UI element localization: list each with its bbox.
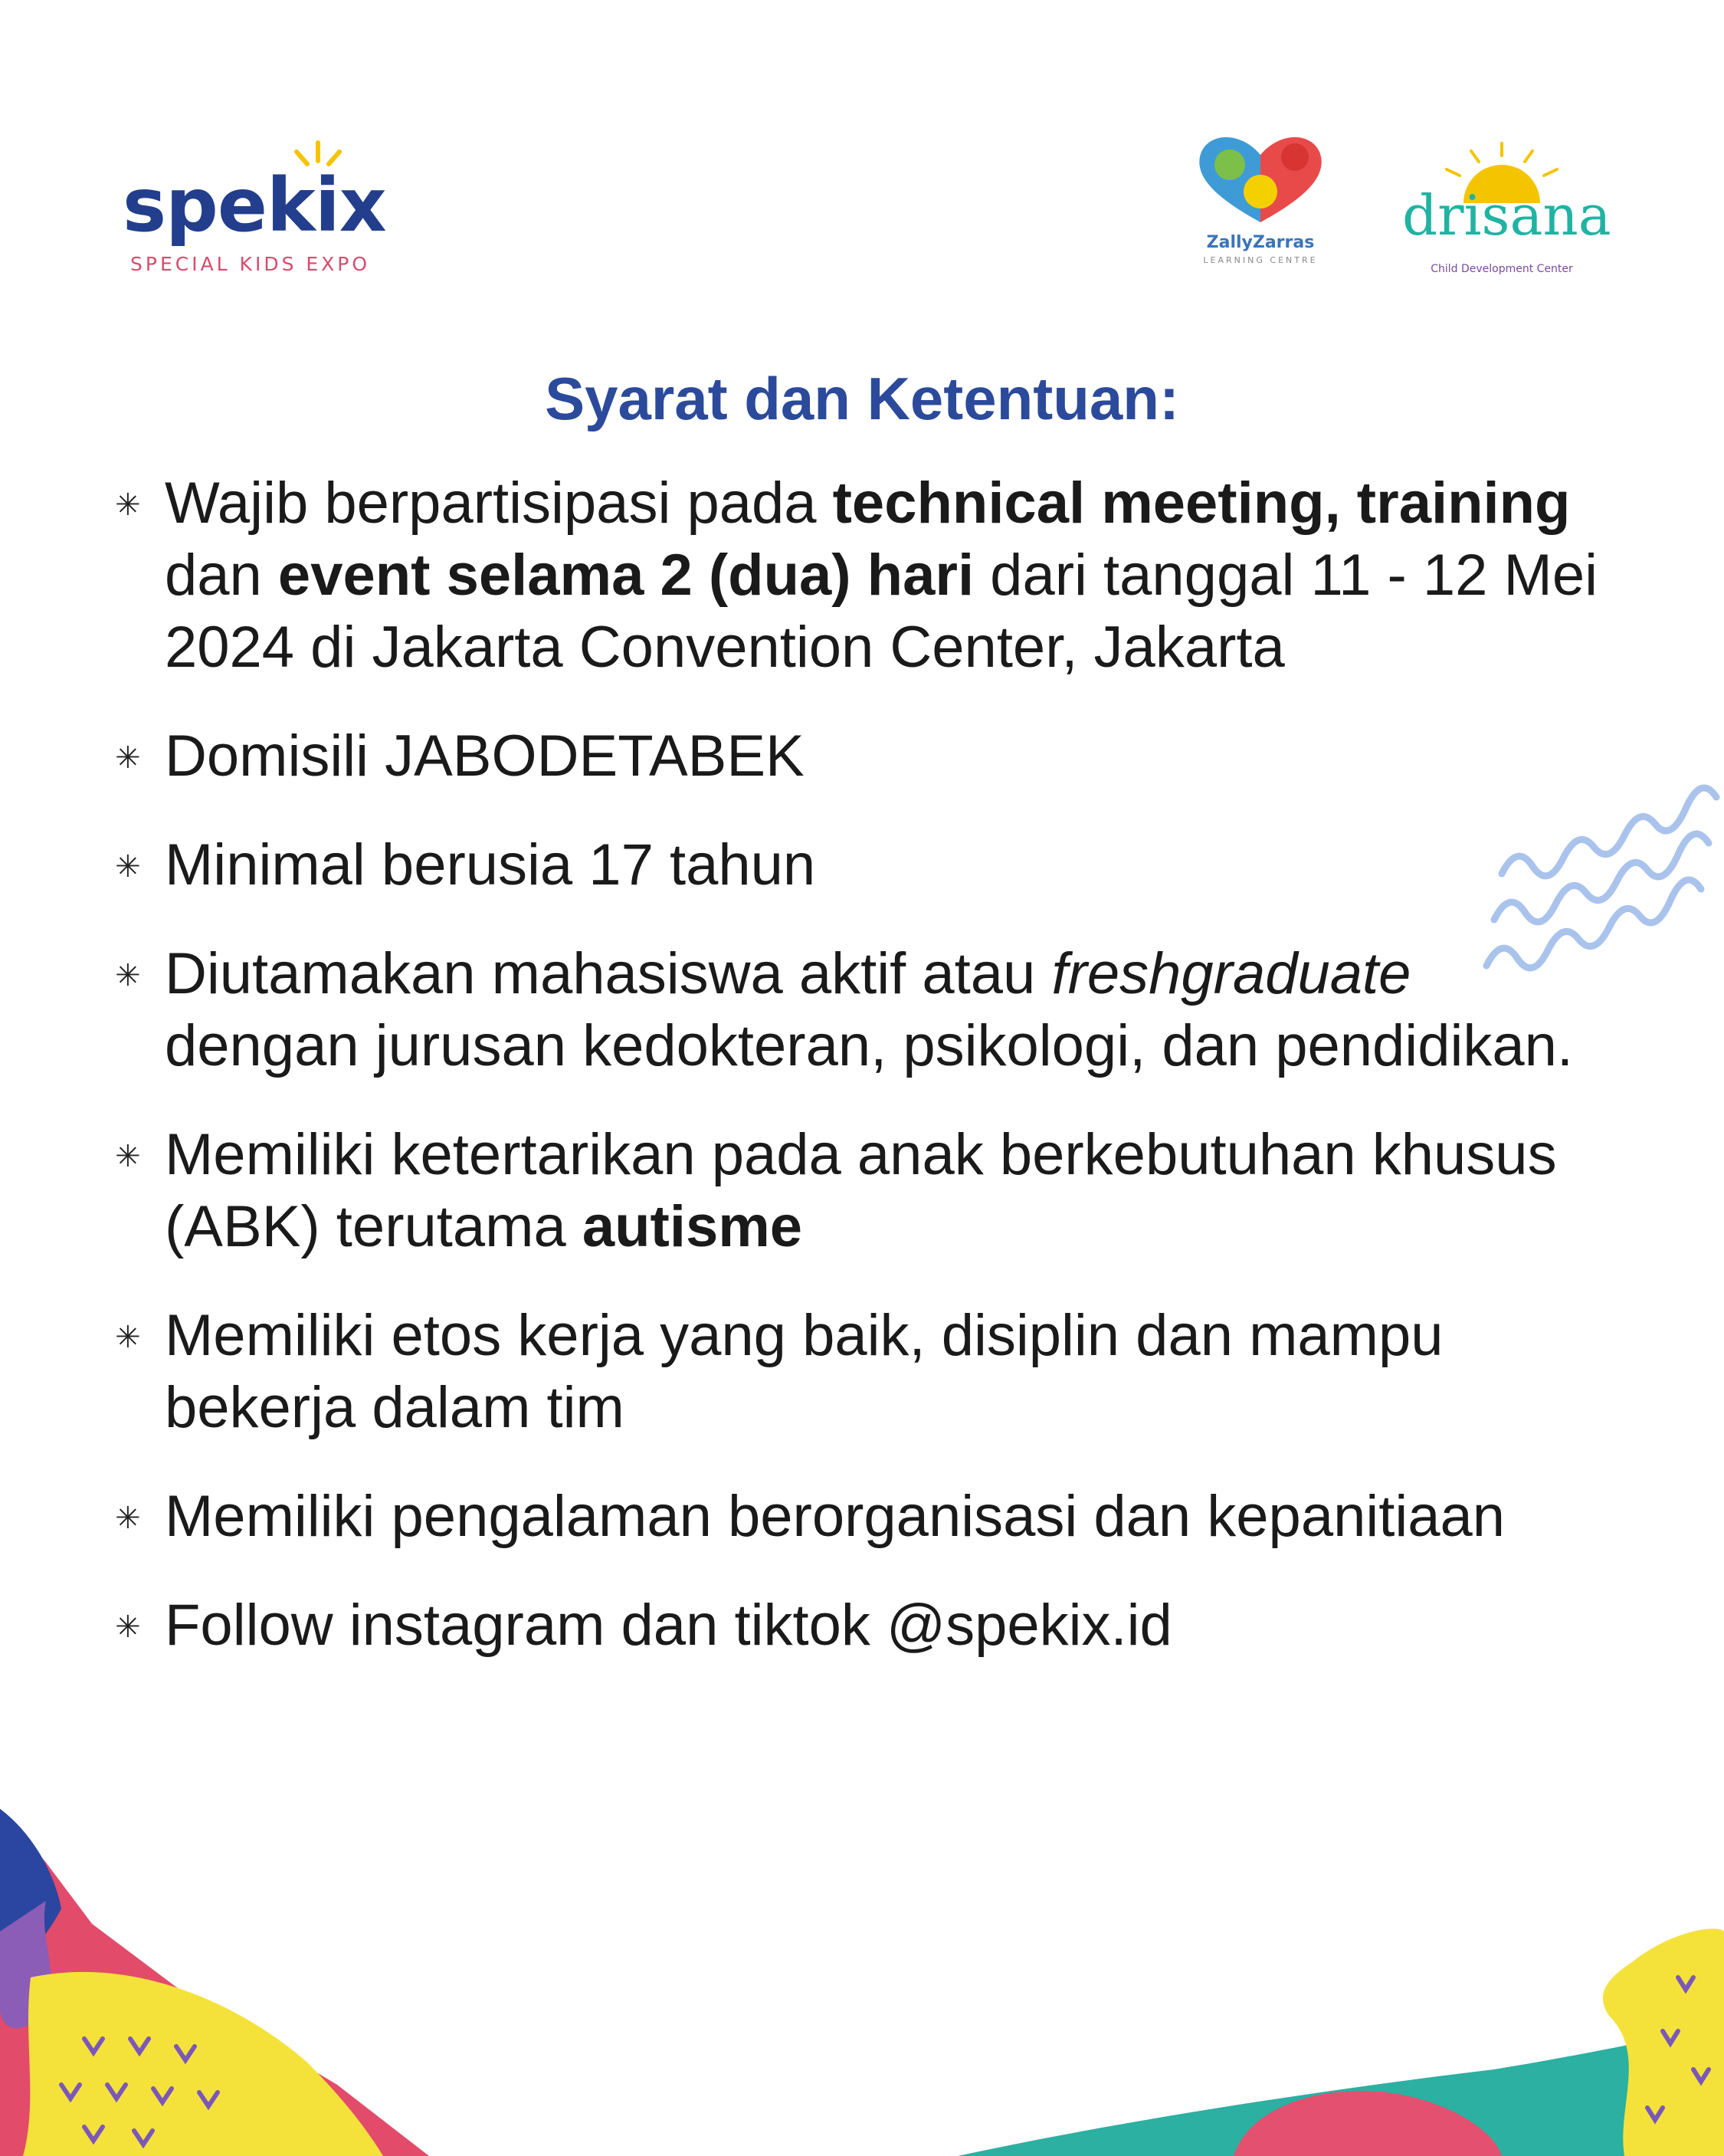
list-item: ✳ Memiliki ketertarikan pada anak berkebutuhan khusus (ABK) terutama autisme bbox=[115, 1122, 1557, 1259]
paint-splash-decoration bbox=[0, 1809, 460, 2156]
list-item: ✳ Minimal berusia 17 tahun bbox=[115, 829, 1609, 901]
asterisk-icon: ✳ bbox=[115, 959, 141, 993]
asterisk-icon: ✳ bbox=[115, 850, 141, 884]
spekix-logo-text: spekix bbox=[123, 162, 386, 248]
list-item: ✳ Domisili JABODETABEK bbox=[115, 720, 1609, 793]
drisana-subtitle: Child Development Center bbox=[1431, 263, 1573, 275]
zallyzarras-subtitle: LEARNING CENTRE bbox=[1203, 255, 1318, 265]
spekix-tagline: SPECIAL KIDS EXPO bbox=[130, 253, 371, 275]
list-item: ✳ Memiliki pengalaman berorganisasi dan kepanitiaan bbox=[115, 1481, 1609, 1553]
asterisk-icon: ✳ bbox=[115, 1321, 141, 1354]
list-item: ✳ Memiliki etos kerja yang baik, disiplin dan mampu bekerja dalam tim bbox=[115, 1303, 1444, 1440]
terms-list bbox=[115, 468, 1609, 1698]
asterisk-icon: ✳ bbox=[115, 741, 141, 775]
heart-hands-icon bbox=[1188, 130, 1333, 230]
asterisk-icon: ✳ bbox=[115, 1140, 141, 1173]
squiggle-decoration bbox=[1479, 774, 1724, 1004]
spekix-logo bbox=[123, 138, 398, 284]
list-item: ✳ Follow instagram dan tiktok @spekix.id bbox=[115, 1590, 1609, 1662]
page-title: Syarat dan Ketentuan: bbox=[545, 365, 1179, 432]
asterisk-icon: ✳ bbox=[115, 1501, 141, 1535]
asterisk-icon: ✳ bbox=[115, 1610, 141, 1644]
asterisk-icon: ✳ bbox=[115, 488, 141, 522]
drisana-name: drisana bbox=[1402, 183, 1611, 248]
list-item: ✳ Wajib berpartisipasi pada technical meeting, training dan event selama 2 (dua) hari dari tanggal 11 - 12 Mei 2024 di Jakarta Convention Center, Jakarta bbox=[115, 471, 1598, 680]
zallyzarras-name: ZallyZarras bbox=[1206, 233, 1315, 252]
list-item: ✳ Diutamakan mahasiswa aktif atau freshgraduate dengan jurusan kedokteran, psikologi, dan pendidikan. bbox=[115, 941, 1573, 1078]
zallyzarras-logo bbox=[1188, 130, 1333, 276]
paint-splash-decoration bbox=[958, 1916, 1724, 2156]
drisana-logo bbox=[1395, 142, 1609, 284]
